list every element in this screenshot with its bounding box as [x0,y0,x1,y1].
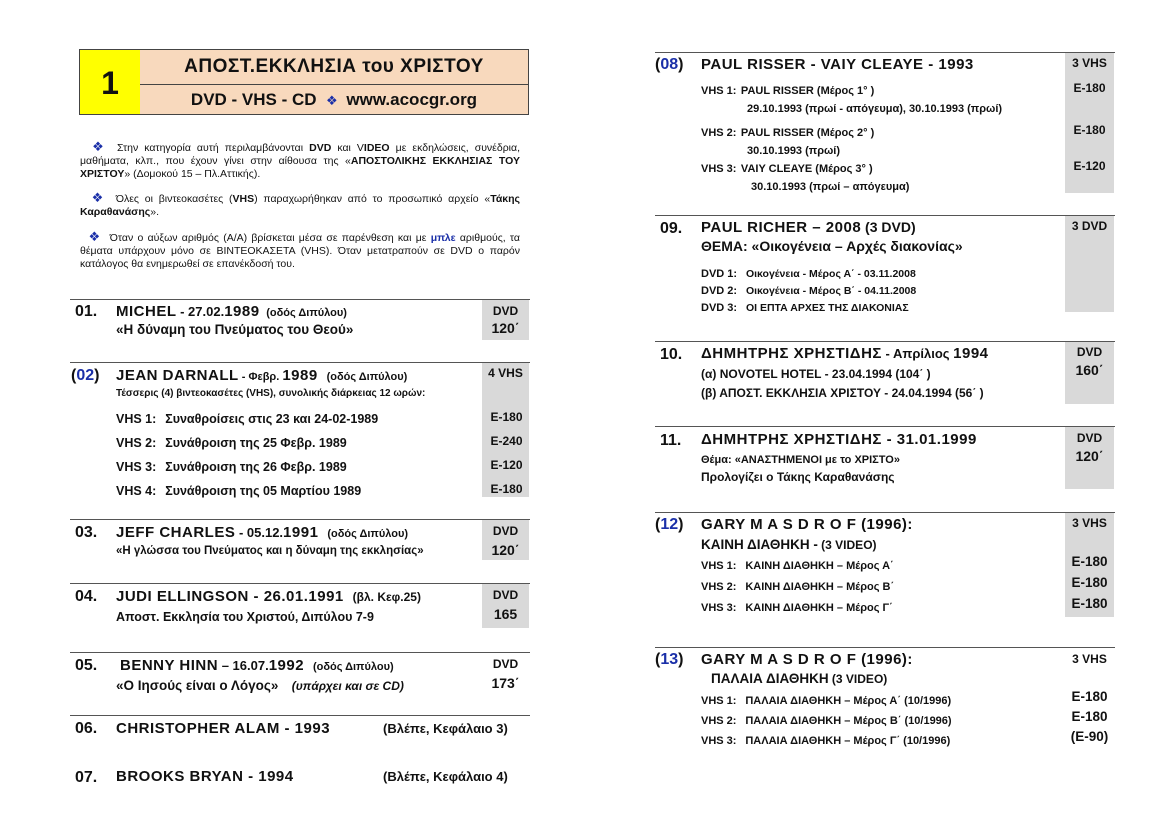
entry-title: Αποστ. Εκκλησία του Χριστού, Διπύλου 7-9 [116,610,374,624]
entry-heading: GARY M A S D R O F (1996): [701,651,913,668]
entry-heading: JUDI ELLINGSON - 26.01.1991 (βλ. Κεφ.25) [116,588,421,605]
list-item: VHS 1: ΚΑΙΝΗ ΔΙΑΘΗΚΗ – Μέρος Α΄ E-180 [701,554,1108,572]
list-item: VHS 1: Συναθροίσεις στις 23 και 24-02-1989 E-180 [116,410,523,426]
media-type: DVD [492,304,519,318]
media-type: DVD [492,657,519,671]
duration: 160΄ [1075,362,1104,378]
divider [70,715,530,716]
entry-heading: JEFF CHARLES - 05.12.1991 (οδός Διπύλου) [116,524,409,541]
duration: 173΄ [491,675,520,691]
intro-paragraph-3: ❖ Όταν ο αύξων αριθμός (Α/Α) βρίσκεται μέσα σε παρένθεση και με μπλε αριθμούς, τα θέματα υπάρχουν μόνο σε ΒΙΝΤΕΟΚΑΣΕΤΑ (VHS). Όταν μετατραπούν σε DVD ο παρόν κατάλογος θα ενημερωθεί σε επανέκδοσή του. [80,229,520,270]
entry-heading: ΔΗΜΗΤΡΗΣ ΧΡΗΣΤΙΔΗΣ - Απρίλιος 1994 [701,345,989,362]
list-item: VHS 2: Συνάθροιση της 25 Φεβρ. 1989 E-240 [116,434,523,450]
divider [70,652,530,653]
vhs-list [701,691,1114,751]
vhs-list [701,81,1114,195]
entry-heading: BENNY HINN – 16.07.1992 (οδός Διπύλου) [120,657,394,674]
entry-line: Προλογίζει ο Τάκης Καραθανάσης [701,470,895,484]
entry-title: «Η γλώσσα του Πνεύματος και η δύναμη της εκκλησίας» [116,545,424,557]
duration: 120΄ [1075,448,1104,464]
divider [655,52,1115,53]
entry-heading: BROOKS BRYAN - 1994 [116,768,294,785]
intro-paragraph-2: ❖ Όλες οι βιντεοκασέτες (VHS) παραχωρήθηκαν από το προσωπικό αρχείο «Τάκης Καραθανάσης». [80,190,521,218]
entry-title: «Η δύναμη του Πνεύματος του Θεού» [116,322,354,337]
chapter-header [79,49,529,115]
entry-line: (β) ΑΠΟΣΤ. ΕΚΚΛΗΣΙΑ ΧΡΙΣΤΟΥ - 24.04.1994 (56΄ ) [701,386,984,400]
chapter-subtitle [140,85,528,114]
entry-heading: ΔΗΜΗΤΡΗΣ ΧΡΗΣΤΙΔΗΣ - 31.01.1999 [701,431,977,448]
list-item: VHS 1: PAUL RISSER (Μέρος 1° ) 29.10.1993 (πρωί - απόγευμα), 30.10.1993 (πρωί) E-180 [701,81,1106,115]
divider [655,512,1115,513]
media-type: 3 VHS [1072,652,1107,666]
diamond-icon: ❖ [92,139,107,154]
entry-theme: ΘΕΜΑ: «Οικογένεια – Αρχές διακονίας» [701,238,963,254]
vhs-list [116,410,530,506]
entry-number: 04. [75,588,98,605]
list-item: DVD 3: ΟΙ ΕΠΤΑ ΑΡΧΕΣ ΤΗΣ ΔΙΑΚΟΝΙΑΣ [701,302,909,314]
list-item: VHS 3: VAIY CLEAYE (Μέρος 3° ) 30.10.1993 (πρωί – απόγευμα) E-120 [701,159,1106,193]
entry-heading: PAUL RICHER – 2008 (3 DVD) [701,219,916,236]
diamond-icon: ❖ [326,93,338,108]
media-types: DVD - VHS - CD [190,90,317,109]
entry-number: 11. [660,432,682,449]
list-item: VHS 2: ΠΑΛΑΙΑ ΔΙΑΘΗΚΗ – Μέρος Β΄ (10/1996) E-180 [701,709,1108,727]
entry-number: 05. [75,657,98,674]
list-item: VHS 3: Συνάθροιση της 26 Φεβρ. 1989 E-120 [116,458,523,474]
entry-description: Τέσσερις (4) βιντεοκασέτες (VHS), συνολικής διάρκειας 12 ωρών: [116,388,426,399]
list-item: VHS 2: ΚΑΙΝΗ ΔΙΑΘΗΚΗ – Μέρος Β΄ E-180 [701,575,1108,593]
entry-number: 09. [660,220,683,237]
divider [70,362,530,363]
list-item: VHS 3: ΠΑΛΑΙΑ ΔΙΑΘΗΚΗ – Μέρος Γ΄ (10/1996) (E-90) [701,729,1109,747]
entry-number: 10. [660,346,683,363]
entry-heading: CHRISTOPHER ALAM - 1993 [116,720,331,737]
divider [70,299,530,300]
entry-number: (13) [655,651,684,668]
divider [655,215,1115,216]
intro-paragraph-1: ❖ Στην κατηγορία αυτή περιλαμβάνονται DVD και VIDEO με εκδηλώσεις, συνέδρια, μαθήματα, κλπ., που έχουν γίνει στην αίθουσα της «ΑΠΟΣΤΟΛΙΚΗΣ ΕΚΚΛΗΣΙΑΣ ΤΟΥ ΧΡΙΣΤΟΥ» (Δομοκού 15 – Πλ.Αττικής). [80,139,521,180]
entry-number: 01. [75,303,98,320]
list-item: VHS 3: ΚΑΙΝΗ ΔΙΑΘΗΚΗ – Μέρος Γ΄ E-180 [701,596,1108,614]
chapter-reference: (Βλέπε, Κεφάλαιο 3) [383,721,508,736]
media-type: 3 DVD [1071,219,1108,233]
chapter-reference: (Βλέπε, Κεφάλαιο 4) [383,769,508,784]
list-item: DVD 1: Οικογένεια - Μέρος Α΄ - 03.11.2008 [701,268,916,280]
entry-heading: GARY M A S D R O F (1996): [701,516,913,533]
entry-heading: JEAN DARNALL - Φεβρ. 1989 (οδός Διπύλου) [116,367,408,384]
list-item: VHS 1: ΠΑΛΑΙΑ ΔΙΑΘΗΚΗ – Μέρος Α΄ (10/1996) E-180 [701,689,1108,707]
media-type: DVD [1076,431,1103,445]
list-item: VHS 4: Συνάθροιση της 05 Μαρτίου 1989 E-180 [116,482,523,498]
entry-number: 03. [75,524,98,541]
media-type: DVD [492,588,519,602]
media-type: DVD [1076,345,1103,359]
media-type: 3 VHS [1072,56,1107,70]
chapter-title: ΑΠΟΣΤ.ΕΚΚΛΗΣΙΑ του ΧΡΙΣΤΟΥ [140,50,528,85]
list-item: VHS 2: PAUL RISSER (Μέρος 2° ) 30.10.1993 (πρωί) E-180 [701,123,1106,157]
media-type: 3 VHS [1072,516,1107,530]
entry-number: (08) [655,56,684,73]
entry-number: 07. [75,769,98,786]
entry-subtitle: ΚΑΙΝΗ ΔΙΑΘΗΚΗ - (3 VIDEO) [701,537,877,552]
entry-line: Θέμα: «ΑΝΑΣΤΗΜΕΝΟΙ με το ΧΡΙΣΤΟ» [701,454,900,466]
vhs-list [701,556,1114,619]
entry-heading: PAUL RISSER - VAIY CLEAYE - 1993 [701,56,974,73]
entry-subtitle: ΠΑΛΑΙΑ ΔΙΑΘΗΚΗ (3 VIDEO) [711,671,888,686]
entry-heading: MICHEL - 27.02.1989 (οδός Διπύλου) [116,303,347,320]
website-link[interactable]: www.acocgr.org [346,90,478,109]
media-type: 4 VHS [488,366,523,380]
entry-number: 06. [75,720,98,737]
divider [70,519,530,520]
diamond-icon: ❖ [88,229,102,244]
duration: 120΄ [491,320,520,336]
divider [70,583,530,584]
divider [655,426,1115,427]
entry-number: (02) [71,367,100,384]
diamond-icon: ❖ [91,190,107,205]
duration: 165 [493,606,518,622]
chapter-number: 1 [80,50,141,114]
entry-number: (12) [655,516,684,533]
entry-line: (α) NOVOTEL HOTEL - 23.04.1994 (104΄ ) [701,367,931,381]
list-item: DVD 2: Οικογένεια - Μέρος Β΄ - 04.11.2008 [701,285,917,297]
media-type: DVD [492,524,519,538]
dvd-list [701,264,916,315]
divider [655,647,1115,648]
divider [655,341,1115,342]
entry-title-line: «Ο Ιησούς είναι ο Λόγος» (υπάρχει και σε CD) [116,678,404,693]
duration: 120΄ [491,542,520,558]
